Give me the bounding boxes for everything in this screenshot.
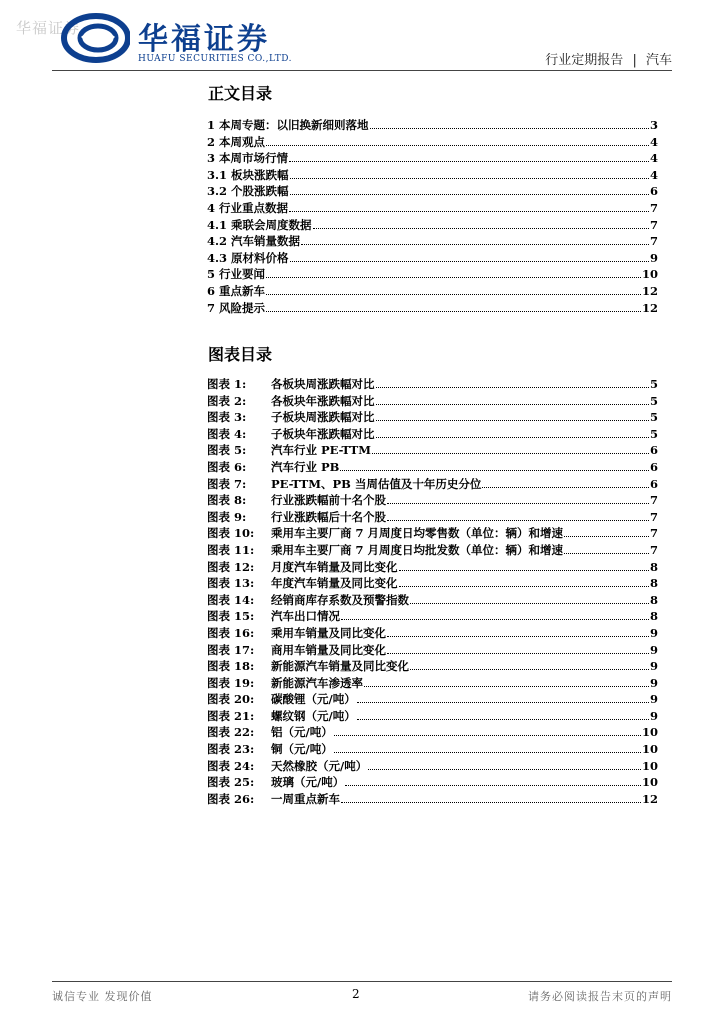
figure-entry-title: 年度汽车销量及同比变化 <box>271 576 398 591</box>
figure-entry-page: 7 <box>649 509 658 524</box>
figure-entry-page: 10 <box>641 725 658 740</box>
figure-entry-label <box>207 658 409 674</box>
toc-entry[interactable] <box>207 183 658 200</box>
figure-entry-page: 8 <box>649 592 658 607</box>
figure-entry-page: 6 <box>649 443 658 458</box>
figure-entry-label <box>207 741 333 757</box>
toc-entry-label <box>207 150 288 166</box>
figure-entry[interactable] <box>207 525 658 542</box>
figure-entry-page: 5 <box>649 410 658 425</box>
company-logo <box>60 10 292 66</box>
figure-entry-title: 行业涨跌幅前十名个股 <box>271 493 387 508</box>
toc-entry-number: 5 <box>207 267 216 282</box>
figure-entry-title: 汽车行业 PE-TTM <box>271 443 371 458</box>
figure-entry-label <box>207 758 367 774</box>
figure-entry[interactable] <box>207 791 658 808</box>
figure-entry[interactable] <box>207 542 658 559</box>
figure-entry-label <box>207 774 344 790</box>
figure-entry[interactable] <box>207 724 658 741</box>
toc-entry-page: 7 <box>649 234 658 249</box>
toc-entry-label <box>207 250 289 266</box>
toc-title: 正文目录 <box>208 84 273 103</box>
figure-entry-number: 图表 11: <box>207 542 255 557</box>
dot-leader <box>290 178 649 179</box>
toc-entry-page: 3 <box>649 118 658 132</box>
figure-entry[interactable] <box>207 393 658 410</box>
figure-entry-page: 10 <box>641 758 658 773</box>
figure-entry-label <box>207 442 371 458</box>
figure-entry-page: 9 <box>649 708 658 723</box>
figure-entry-number: 图表 12: <box>207 559 255 574</box>
figure-entry-number: 图表 21: <box>207 708 255 723</box>
toc-entry[interactable] <box>207 134 658 151</box>
figure-entry[interactable] <box>207 409 658 426</box>
figure-entry-title: 一周重点新车 <box>271 791 341 806</box>
toc-entry-label <box>207 183 289 199</box>
figure-entry-number: 图表 9: <box>207 509 247 524</box>
figure-entry-label <box>207 376 375 392</box>
dot-leader <box>482 487 649 488</box>
toc-entry-title: 风险提示 <box>219 300 266 315</box>
figure-entry-title: 铝（元/吨） <box>271 725 333 740</box>
toc-entry-label <box>207 134 265 150</box>
figure-entry-label <box>207 642 386 658</box>
figure-entry[interactable] <box>207 708 658 725</box>
toc-entry[interactable] <box>207 117 658 134</box>
figure-entry-label <box>207 592 409 608</box>
figure-entry-title: 乘用车销量及同比变化 <box>271 625 387 640</box>
toc-entry-label <box>207 283 265 299</box>
figure-entry[interactable] <box>207 426 658 443</box>
logo-chinese-name: 华福证券 <box>138 22 270 57</box>
toc-entry-title: 本周观点 <box>219 134 266 149</box>
figure-entry-label <box>207 708 356 724</box>
figure-entry[interactable] <box>207 492 658 509</box>
figure-entry-label <box>207 459 339 475</box>
toc-entry[interactable] <box>207 200 658 217</box>
figure-entry-page: 9 <box>649 659 658 674</box>
toc-entry-number: 4.3 <box>207 250 228 265</box>
toc-entry-title: 本周市场行情 <box>219 151 289 166</box>
toc-entry[interactable] <box>207 300 658 317</box>
figure-entry-number: 图表 20: <box>207 692 255 707</box>
figure-entry-title: 行业涨跌幅后十名个股 <box>271 509 387 524</box>
dot-leader <box>368 769 641 770</box>
dot-leader <box>345 785 641 786</box>
figure-entry-title: 经销商库存系数及预警指数 <box>271 592 410 607</box>
figure-entry-title: 月度汽车销量及同比变化 <box>271 559 398 574</box>
figure-entry[interactable] <box>207 575 658 592</box>
dot-leader <box>376 437 649 438</box>
dot-leader <box>289 211 649 212</box>
toc-entry-number: 4.2 <box>207 234 228 249</box>
figure-entry-number: 图表 23: <box>207 742 255 757</box>
footer-slogan: 诚信专业 发现价值 <box>52 990 153 1003</box>
toc-entry[interactable] <box>207 167 658 184</box>
figure-entry-page: 10 <box>641 742 658 757</box>
figure-entry-label <box>207 393 375 409</box>
dot-leader <box>334 735 641 736</box>
figure-entry[interactable] <box>207 559 658 576</box>
figure-entry[interactable] <box>207 691 658 708</box>
toc-entry-title: 行业重点数据 <box>219 200 289 215</box>
figure-entry-title: 乘用车主要厂商 7 月周度日均零售数（单位：辆）和增速 <box>271 526 564 541</box>
dot-leader <box>399 586 649 587</box>
toc-entry-label <box>207 233 300 249</box>
dot-leader <box>266 145 649 146</box>
figure-entry-label <box>207 675 363 691</box>
figure-entry-title: 子板块周涨跌幅对比 <box>271 410 375 425</box>
figure-entry-number: 图表 16: <box>207 625 255 640</box>
dot-leader <box>410 669 649 670</box>
dot-leader <box>266 277 641 278</box>
page-number: 2 <box>352 987 360 1001</box>
report-sector: 汽车 <box>645 53 672 68</box>
figure-entry-number: 图表 4: <box>207 426 247 441</box>
figures-title: 图表目录 <box>208 345 273 364</box>
toc-entry-title: 行业要闻 <box>219 267 266 282</box>
watermark-text: 华福证券 <box>16 19 81 37</box>
figure-entry-label <box>207 492 386 508</box>
figure-entry-page: 5 <box>649 426 658 441</box>
figure-entry-number: 图表 22: <box>207 725 255 740</box>
figure-entry-title: 玻璃（元/吨） <box>271 775 345 790</box>
figure-entry-title: PE-TTM、PB 当周估值及十年历史分位 <box>271 476 482 491</box>
footer-disclaimer: 请务必阅读报告末页的声明 <box>528 990 672 1003</box>
figure-entry[interactable] <box>207 625 658 642</box>
figure-entry-title: 子板块年涨跌幅对比 <box>271 426 375 441</box>
toc-entry-page: 7 <box>649 217 658 232</box>
figure-entry-page: 7 <box>649 526 658 541</box>
figure-entry-page: 10 <box>641 775 658 790</box>
report-type: 行业定期报告 <box>545 53 624 68</box>
figures-list <box>207 376 658 807</box>
figure-entry[interactable] <box>207 658 658 675</box>
dot-leader <box>289 161 649 162</box>
figure-entry[interactable] <box>207 376 658 393</box>
dot-leader <box>376 387 649 388</box>
figure-entry-title: 各板块周涨跌幅对比 <box>271 377 375 391</box>
figure-entry-title: 新能源汽车销量及同比变化 <box>271 659 410 674</box>
figure-entry-title: 汽车行业 PB <box>271 459 340 474</box>
dot-leader <box>370 128 649 129</box>
toc-entry-number: 4.1 <box>207 217 228 232</box>
figure-entry-page: 5 <box>649 393 658 408</box>
dot-leader <box>399 570 649 571</box>
toc-entry-page: 4 <box>649 134 658 149</box>
dot-leader <box>313 228 649 229</box>
figure-entry-label <box>207 625 386 641</box>
figure-entry[interactable] <box>207 642 658 659</box>
dot-leader <box>266 311 641 312</box>
toc-entry-page: 12 <box>641 283 658 298</box>
figure-entry-title: 碳酸锂（元/吨） <box>271 692 356 707</box>
toc-entry-title: 汽车销量数据 <box>231 234 301 249</box>
logo-english-name: HUAFU SECURITIES CO.,LTD. <box>138 54 292 64</box>
toc-entry-label <box>207 167 289 183</box>
figure-entry-number: 图表 3: <box>207 410 247 425</box>
dot-leader <box>387 653 649 654</box>
figure-entry-title: 汽车出口情况 <box>271 609 341 624</box>
toc-entry[interactable] <box>207 217 658 234</box>
figure-entry-number: 图表 6: <box>207 459 247 474</box>
dot-leader <box>301 244 649 245</box>
dot-leader <box>340 470 649 471</box>
dot-leader <box>357 702 649 703</box>
dot-leader <box>290 194 649 195</box>
figure-entry-label <box>207 724 333 740</box>
figure-entry[interactable] <box>207 741 658 758</box>
figure-entry-page: 8 <box>649 559 658 574</box>
figure-entry-label <box>207 542 563 558</box>
toc-entry-number: 2 <box>207 134 216 149</box>
report-header <box>545 49 672 68</box>
figure-entry-page: 9 <box>649 675 658 690</box>
figure-entry-page: 6 <box>649 476 658 491</box>
dot-leader <box>564 536 649 537</box>
figure-entry-page: 8 <box>649 609 658 624</box>
toc-entry-number: 3 <box>207 151 216 166</box>
toc-entry-page: 6 <box>649 184 658 199</box>
figure-entry-number: 图表 19: <box>207 675 255 690</box>
figure-entry-page: 8 <box>649 576 658 591</box>
figure-entry-number: 图表 18: <box>207 659 255 674</box>
dot-leader <box>357 719 649 720</box>
figure-entry-number: 图表 14: <box>207 592 255 607</box>
toc-entry-title: 个股涨跌幅 <box>231 184 289 199</box>
figure-entry-title: 各板块年涨跌幅对比 <box>271 393 375 408</box>
figure-entry-number: 图表 10: <box>207 526 255 541</box>
figure-entry-number: 图表 25: <box>207 775 255 790</box>
toc-entry-title: 重点新车 <box>219 283 266 298</box>
figure-entry-label <box>207 509 386 525</box>
figure-entry-number: 图表 7: <box>207 476 247 491</box>
toc-entry[interactable] <box>207 150 658 167</box>
figure-entry-page: 5 <box>649 377 658 391</box>
dot-leader <box>376 404 649 405</box>
figure-entry[interactable] <box>207 459 658 476</box>
figure-entry-number: 图表 5: <box>207 443 247 458</box>
figure-entry-number: 图表 15: <box>207 609 255 624</box>
toc-entry-page: 4 <box>649 151 658 166</box>
toc-entry[interactable] <box>207 250 658 267</box>
figure-entry[interactable] <box>207 675 658 692</box>
figure-entry-page: 12 <box>641 791 658 806</box>
figure-entry[interactable] <box>207 476 658 493</box>
figure-entry-number: 图表 13: <box>207 576 255 591</box>
toc-entry-page: 12 <box>641 300 658 315</box>
toc-entry-title: 本周专题：以旧换新细则落地 <box>219 118 369 132</box>
toc-entry-label <box>207 266 265 282</box>
figure-entry-label <box>207 691 356 707</box>
figure-entry-page: 7 <box>649 542 658 557</box>
toc-list <box>207 117 658 316</box>
toc-entry-number: 1 <box>207 118 216 132</box>
figure-entry[interactable] <box>207 774 658 791</box>
toc-entry-title: 板块涨跌幅 <box>231 167 289 182</box>
figure-entry-label <box>207 426 375 442</box>
dot-leader <box>410 603 649 604</box>
logo-swirl-icon <box>60 10 130 66</box>
figure-entry-label <box>207 559 398 575</box>
toc-entry-page: 9 <box>649 250 658 265</box>
figure-entry-title: 螺纹钢（元/吨） <box>271 708 356 723</box>
dot-leader <box>341 802 641 803</box>
toc-entry-number: 4 <box>207 200 216 215</box>
figure-entry-number: 图表 1: <box>207 377 247 391</box>
toc-entry-title: 乘联会周度数据 <box>231 217 312 232</box>
figure-entry-number: 图表 24: <box>207 758 255 773</box>
dot-leader <box>341 619 649 620</box>
dot-leader <box>387 520 649 521</box>
toc-entry-label <box>207 200 288 216</box>
dot-leader <box>387 636 649 637</box>
figure-entry-title: 乘用车主要厂商 7 月周度日均批发数（单位：辆）和增速 <box>271 542 564 557</box>
toc-entry-label <box>207 217 312 233</box>
figure-entry-number: 图表 17: <box>207 642 255 657</box>
figure-entry-label <box>207 608 340 624</box>
figure-entry-label <box>207 575 398 591</box>
toc-entry[interactable] <box>207 266 658 283</box>
dot-leader <box>372 453 649 454</box>
figure-entry-title: 铜（元/吨） <box>271 742 333 757</box>
figure-entry-title: 新能源汽车渗透率 <box>271 675 364 690</box>
toc-entry[interactable] <box>207 283 658 300</box>
figure-entry[interactable] <box>207 758 658 775</box>
dot-leader <box>364 686 649 687</box>
figure-entry-page: 9 <box>649 692 658 707</box>
dot-leader <box>290 261 649 262</box>
header-separator: | <box>632 53 637 68</box>
toc-entry-page: 10 <box>641 267 658 282</box>
toc-entry-number: 6 <box>207 283 216 298</box>
dot-leader <box>334 752 641 753</box>
toc-entry-number: 7 <box>207 300 216 315</box>
figure-entry-label <box>207 525 563 541</box>
toc-entry-number: 3.2 <box>207 184 228 199</box>
footer-divider <box>52 981 672 982</box>
header-divider <box>52 70 672 71</box>
figure-entry-title: 天然橡胶（元/吨） <box>271 758 368 773</box>
figure-entry[interactable] <box>207 442 658 459</box>
figure-entry-title: 商用车销量及同比变化 <box>271 642 387 657</box>
figure-entry[interactable] <box>207 608 658 625</box>
toc-entry-page: 4 <box>649 167 658 182</box>
dot-leader <box>387 503 649 504</box>
figure-entry[interactable] <box>207 509 658 526</box>
toc-entry[interactable] <box>207 233 658 250</box>
toc-entry-label <box>207 300 265 316</box>
figure-entry-page: 6 <box>649 459 658 474</box>
toc-entry-title: 原材料价格 <box>231 250 289 265</box>
figure-entry-number: 图表 26: <box>207 791 255 806</box>
figure-entry-page: 9 <box>649 625 658 640</box>
figure-entry-page: 9 <box>649 642 658 657</box>
figure-entry-number: 图表 2: <box>207 393 247 408</box>
dot-leader <box>564 553 649 554</box>
figure-entry-label <box>207 791 340 807</box>
figure-entry[interactable] <box>207 592 658 609</box>
toc-entry-number: 3.1 <box>207 167 228 182</box>
toc-entry-label <box>207 117 369 133</box>
dot-leader <box>266 294 641 295</box>
figure-entry-number: 图表 8: <box>207 493 247 508</box>
figure-entry-label <box>207 476 481 492</box>
figure-entry-label <box>207 409 375 425</box>
figure-entry-page: 7 <box>649 493 658 508</box>
dot-leader <box>376 420 649 421</box>
toc-entry-page: 7 <box>649 200 658 215</box>
